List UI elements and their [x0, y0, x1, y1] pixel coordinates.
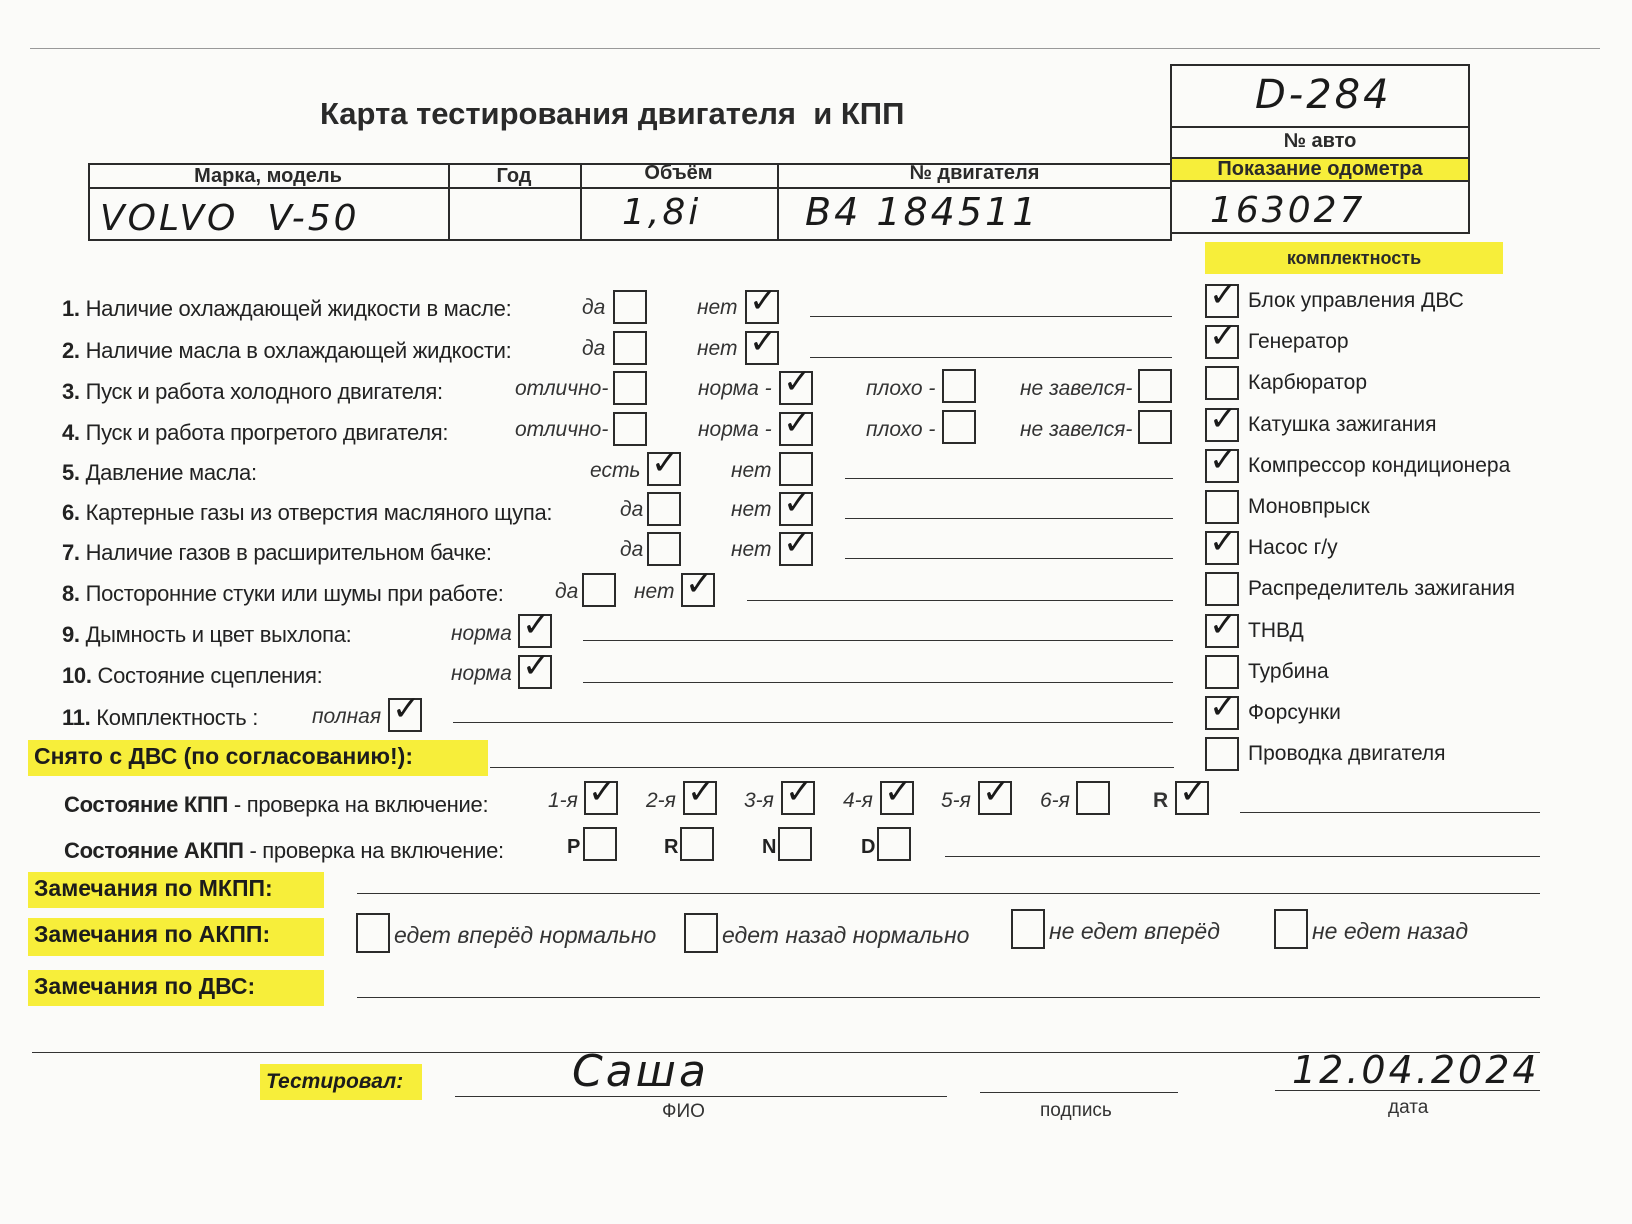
q4-text: Пуск и работа прогретого двигателя:	[85, 420, 449, 445]
check-mark: ✓	[1179, 772, 1208, 812]
q9-opt-normal-label: норма	[451, 622, 512, 645]
check-mark: ✓	[651, 443, 680, 483]
akpp-label-rest: - проверка на включение:	[243, 838, 504, 863]
q11-number: 11.	[62, 705, 91, 730]
check-mark: ✓	[1209, 399, 1238, 439]
q4-normal-checkbox[interactable]	[779, 403, 813, 446]
check-mark: ✓	[1209, 687, 1238, 727]
q8-row	[62, 581, 504, 607]
q9-normal-checkbox[interactable]	[518, 605, 552, 648]
odometer-label: Показание одометра	[1217, 158, 1423, 180]
completeness-checkbox-3[interactable]	[1205, 399, 1239, 442]
auto-number-value: D-284	[1255, 72, 1392, 118]
completeness-item-label: Проводка двигателя	[1248, 742, 1446, 765]
remarks-mkpp-label: Замечания по МКПП:	[28, 872, 324, 908]
akpp-gear-checkbox-3[interactable]	[877, 827, 911, 861]
kpp-label-rest: - проверка на включение:	[228, 792, 489, 817]
completeness-checkbox-11[interactable]	[1205, 737, 1239, 771]
q10-row	[62, 663, 322, 689]
q5-number: 5.	[62, 460, 80, 485]
q5-notes-line	[845, 478, 1173, 479]
q8-notes-line	[747, 600, 1173, 601]
auto-number-divider	[1172, 126, 1468, 128]
check-mark: ✓	[1209, 522, 1238, 562]
check-mark: ✓	[783, 483, 812, 523]
check-mark: ✓	[783, 523, 812, 563]
kpp-gear-label: 2-я	[646, 789, 676, 812]
akpp-gear-checkbox-1[interactable]	[680, 827, 714, 861]
q7-yes-checkbox[interactable]	[647, 532, 681, 566]
q3-number: 3.	[62, 379, 80, 404]
completeness-checkbox-2[interactable]	[1205, 366, 1239, 400]
q3-opt-excellent-label: отлично-	[515, 377, 609, 400]
completeness-checkbox-4[interactable]	[1205, 440, 1239, 483]
completeness-item-label: Насос г/у	[1248, 536, 1338, 559]
removed-line	[490, 767, 1174, 768]
check-mark: ✓	[982, 772, 1011, 812]
q1-notes-line	[810, 316, 1172, 317]
q2-text: Наличие масла в охлаждающей жидкости:	[85, 338, 512, 363]
akpp-gear-label: R	[664, 836, 679, 858]
col-engine-label: № двигателя	[909, 162, 1040, 184]
odometer-value: 163027	[1210, 190, 1366, 231]
completeness-checkbox-8[interactable]	[1205, 605, 1239, 648]
q8-opt-yes-label: да	[555, 580, 579, 603]
akpp-remark-option-label: не едет вперёд	[1049, 918, 1220, 944]
q2-row	[62, 338, 511, 364]
sign-line	[980, 1092, 1178, 1093]
kpp-gear-checkbox-5[interactable]	[1076, 781, 1110, 815]
q8-text: Посторонние стуки или шумы при работе:	[85, 581, 504, 606]
q4-bad-checkbox[interactable]	[942, 410, 976, 444]
q8-yes-checkbox[interactable]	[582, 573, 616, 607]
q11-text: Комплектность :	[96, 705, 259, 730]
akpp-gear-checkbox-0[interactable]	[583, 827, 617, 861]
check-mark: ✓	[1209, 605, 1238, 645]
akpp-remark-option-label: едет вперёд нормально	[394, 922, 657, 948]
q2-notes-line	[810, 357, 1172, 358]
q7-opt-no-label: нет	[731, 538, 772, 561]
q4-nostart-checkbox[interactable]	[1138, 410, 1172, 444]
date-value: 12.04.2024	[1292, 1048, 1540, 1092]
q6-text: Картерные газы из отверстия масляного щупа:	[85, 500, 553, 525]
completeness-item-label: Генератор	[1248, 330, 1349, 353]
q10-text: Состояние сцепления:	[97, 663, 323, 688]
q9-notes-line	[583, 640, 1173, 641]
q1-no-checkbox[interactable]	[745, 281, 779, 324]
akpp-gear-label: P	[567, 836, 581, 858]
kpp-gear-checkbox-4[interactable]	[978, 772, 1012, 815]
remarks-dvs-line	[357, 997, 1540, 998]
q6-number: 6.	[62, 500, 80, 525]
q2-opt-no-label: нет	[697, 337, 738, 360]
q4-excellent-checkbox[interactable]	[613, 412, 647, 446]
volume-value: 1,8i	[622, 192, 702, 233]
akpp-gear-label: D	[861, 836, 876, 858]
q3-nostart-checkbox[interactable]	[1138, 369, 1172, 403]
check-mark: ✓	[687, 772, 716, 812]
completeness-item-label: Моновпрыск	[1248, 495, 1370, 518]
akpp-remark-checkbox-1[interactable]	[684, 913, 718, 953]
q1-text: Наличие охлаждающей жидкости в масле:	[85, 296, 512, 321]
q3-normal-checkbox[interactable]	[779, 362, 813, 405]
check-mark: ✓	[785, 772, 814, 812]
kpp-gear-checkbox-1[interactable]	[683, 772, 717, 815]
completeness-item-label: Турбина	[1248, 660, 1329, 683]
completeness-checkbox-10[interactable]	[1205, 687, 1239, 730]
check-mark: ✓	[749, 322, 778, 362]
akpp-remark-option-label: не едет назад	[1312, 918, 1469, 944]
completeness-item-label: Карбюратор	[1248, 371, 1368, 394]
kpp-gear-label: R	[1153, 789, 1169, 812]
q5-yes-checkbox[interactable]	[647, 443, 681, 486]
q2-yes-checkbox[interactable]	[613, 331, 647, 365]
completeness-checkbox-5[interactable]	[1205, 490, 1239, 524]
q1-opt-yes-label: да	[582, 296, 606, 319]
removed-label: Снято с ДВС (по согласованию!):	[28, 740, 488, 776]
check-mark: ✓	[685, 564, 714, 604]
q9-row	[62, 622, 351, 648]
q8-no-checkbox[interactable]	[681, 564, 715, 607]
q4-opt-excellent-label: отлично-	[515, 418, 609, 441]
check-mark: ✓	[1209, 440, 1238, 480]
q6-notes-line	[845, 518, 1173, 519]
kpp-gear-label: 4-я	[843, 789, 873, 812]
check-mark: ✓	[392, 689, 421, 729]
q4-number: 4.	[62, 420, 80, 445]
check-mark: ✓	[783, 362, 812, 402]
kpp-gear-label: 5-я	[941, 789, 971, 812]
q11-notes-line	[453, 722, 1173, 723]
completeness-title: комплектность	[1286, 248, 1422, 268]
q3-row	[62, 379, 443, 405]
check-mark: ✓	[783, 403, 812, 443]
completeness-item-label: Распределитель зажигания	[1248, 577, 1516, 600]
tested-label-text: Тестировал:	[266, 1070, 404, 1093]
col-make-label: Марка, модель	[194, 165, 342, 187]
completeness-checkbox-7[interactable]	[1205, 572, 1239, 606]
q3-opt-nostart-label: не завелся-	[1020, 377, 1133, 400]
kpp-label-bold: Состояние КПП	[64, 792, 229, 817]
q6-no-checkbox[interactable]	[779, 483, 813, 526]
completeness-item-label: Блок управления ДВС	[1248, 289, 1464, 312]
akpp-label-bold: Состояние АКПП	[64, 838, 244, 863]
completeness-item-label: Катушка зажигания	[1248, 413, 1437, 436]
check-mark: ✓	[1209, 316, 1238, 356]
check-mark: ✓	[522, 605, 551, 645]
q11-row	[62, 705, 258, 731]
check-mark: ✓	[749, 281, 778, 321]
q5-text: Давление масла:	[85, 460, 257, 485]
q7-number: 7.	[62, 540, 80, 565]
engine-value: B4 184511	[805, 190, 1040, 234]
q1-yes-checkbox[interactable]	[613, 290, 647, 324]
q5-opt-no-label: нет	[731, 459, 772, 482]
q6-opt-no-label: нет	[731, 498, 772, 521]
sign-caption: подпись	[1040, 1100, 1112, 1121]
remarks-mkpp-line	[357, 893, 1540, 894]
q9-text: Дымность и цвет выхлопа:	[85, 622, 352, 647]
completeness-checkbox-0[interactable]	[1205, 275, 1239, 318]
q7-notes-line	[845, 558, 1173, 559]
q3-opt-bad-label: плохо -	[866, 377, 936, 400]
q6-row	[62, 500, 552, 526]
q8-number: 8.	[62, 581, 80, 606]
q3-opt-normal-label: норма -	[698, 377, 772, 400]
kpp-gear-checkbox-6[interactable]	[1175, 772, 1209, 815]
date-caption: дата	[1388, 1097, 1429, 1118]
q10-notes-line	[583, 682, 1173, 683]
kpp-gear-label: 6-я	[1040, 789, 1070, 812]
fio-value: Саша	[572, 1046, 709, 1097]
kpp-gear-label: 1-я	[548, 789, 578, 812]
q10-opt-normal-label: норма	[451, 662, 512, 685]
q4-row	[62, 420, 448, 446]
q11-full-checkbox[interactable]	[388, 689, 422, 732]
top-edge-line	[30, 48, 1600, 49]
q4-opt-bad-label: плохо -	[866, 418, 936, 441]
q4-opt-normal-label: норма -	[698, 418, 772, 441]
date-line	[1275, 1090, 1540, 1091]
kpp-gear-checkbox-0[interactable]	[584, 772, 618, 815]
q1-opt-no-label: нет	[697, 296, 738, 319]
q6-opt-yes-label: да	[620, 498, 644, 521]
col-year-label: Год	[496, 165, 532, 187]
page-title: Карта тестирования двигателя и КПП	[320, 96, 905, 131]
q3-text: Пуск и работа холодного двигателя:	[85, 379, 443, 404]
col-volume-label: Объём	[644, 162, 713, 184]
q1-row	[62, 296, 511, 322]
q7-no-checkbox[interactable]	[779, 523, 813, 566]
check-mark: ✓	[884, 772, 913, 812]
akpp-label	[64, 838, 504, 864]
akpp-gear-label: N	[762, 836, 777, 858]
completeness-checkbox-6[interactable]	[1205, 522, 1239, 565]
q5-opt-yes-label: есть	[590, 459, 641, 482]
kpp-notes-line	[1240, 812, 1540, 813]
q7-opt-yes-label: да	[620, 538, 644, 561]
make-value: VOLVO V-50	[100, 198, 360, 239]
q6-yes-checkbox[interactable]	[647, 492, 681, 526]
q5-row	[62, 460, 257, 486]
q1-number: 1.	[62, 296, 80, 321]
akpp-remark-checkbox-3[interactable]	[1274, 909, 1308, 949]
check-mark: ✓	[522, 646, 551, 686]
q2-no-checkbox[interactable]	[745, 322, 779, 365]
akpp-remark-checkbox-2[interactable]	[1011, 909, 1045, 949]
q9-number: 9.	[62, 622, 80, 647]
completeness-item-label: Компрессор кондиционера	[1248, 454, 1511, 477]
q10-normal-checkbox[interactable]	[518, 646, 552, 689]
q7-text: Наличие газов в расширительном бачке:	[85, 540, 492, 565]
remarks-akpp-label: Замечания по АКПП:	[28, 918, 324, 956]
akpp-remark-option-label: едет назад нормально	[722, 922, 970, 948]
auto-number-label: № авто	[1283, 130, 1357, 152]
check-mark: ✓	[1209, 275, 1238, 315]
completeness-item-label: Форсунки	[1248, 701, 1341, 724]
q4-opt-nostart-label: не завелся-	[1020, 418, 1133, 441]
check-mark: ✓	[588, 772, 617, 812]
q8-opt-no-label: нет	[634, 580, 675, 603]
completeness-checkbox-1[interactable]	[1205, 316, 1239, 359]
akpp-notes-line	[945, 856, 1540, 857]
q10-number: 10.	[62, 663, 92, 688]
akpp-gear-checkbox-2[interactable]	[778, 827, 812, 861]
akpp-remark-checkbox-0[interactable]	[356, 913, 390, 953]
q7-row	[62, 540, 492, 566]
kpp-gear-checkbox-2[interactable]	[781, 772, 815, 815]
kpp-gear-label: 3-я	[744, 789, 774, 812]
kpp-label	[64, 792, 488, 818]
fio-caption: ФИО	[662, 1101, 705, 1122]
q2-opt-yes-label: да	[582, 337, 606, 360]
fio-line	[455, 1096, 947, 1097]
kpp-gear-checkbox-3[interactable]	[880, 772, 914, 815]
q5-no-checkbox[interactable]	[779, 452, 813, 486]
completeness-checkbox-9[interactable]	[1205, 655, 1239, 689]
remarks-dvs-label: Замечания по ДВС:	[28, 970, 324, 1006]
tested-label	[260, 1064, 422, 1100]
q2-number: 2.	[62, 338, 80, 363]
q11-opt-full-label: полная	[312, 705, 382, 728]
q3-excellent-checkbox[interactable]	[613, 371, 647, 405]
q3-bad-checkbox[interactable]	[942, 369, 976, 403]
completeness-item-label: ТНВД	[1248, 619, 1304, 642]
